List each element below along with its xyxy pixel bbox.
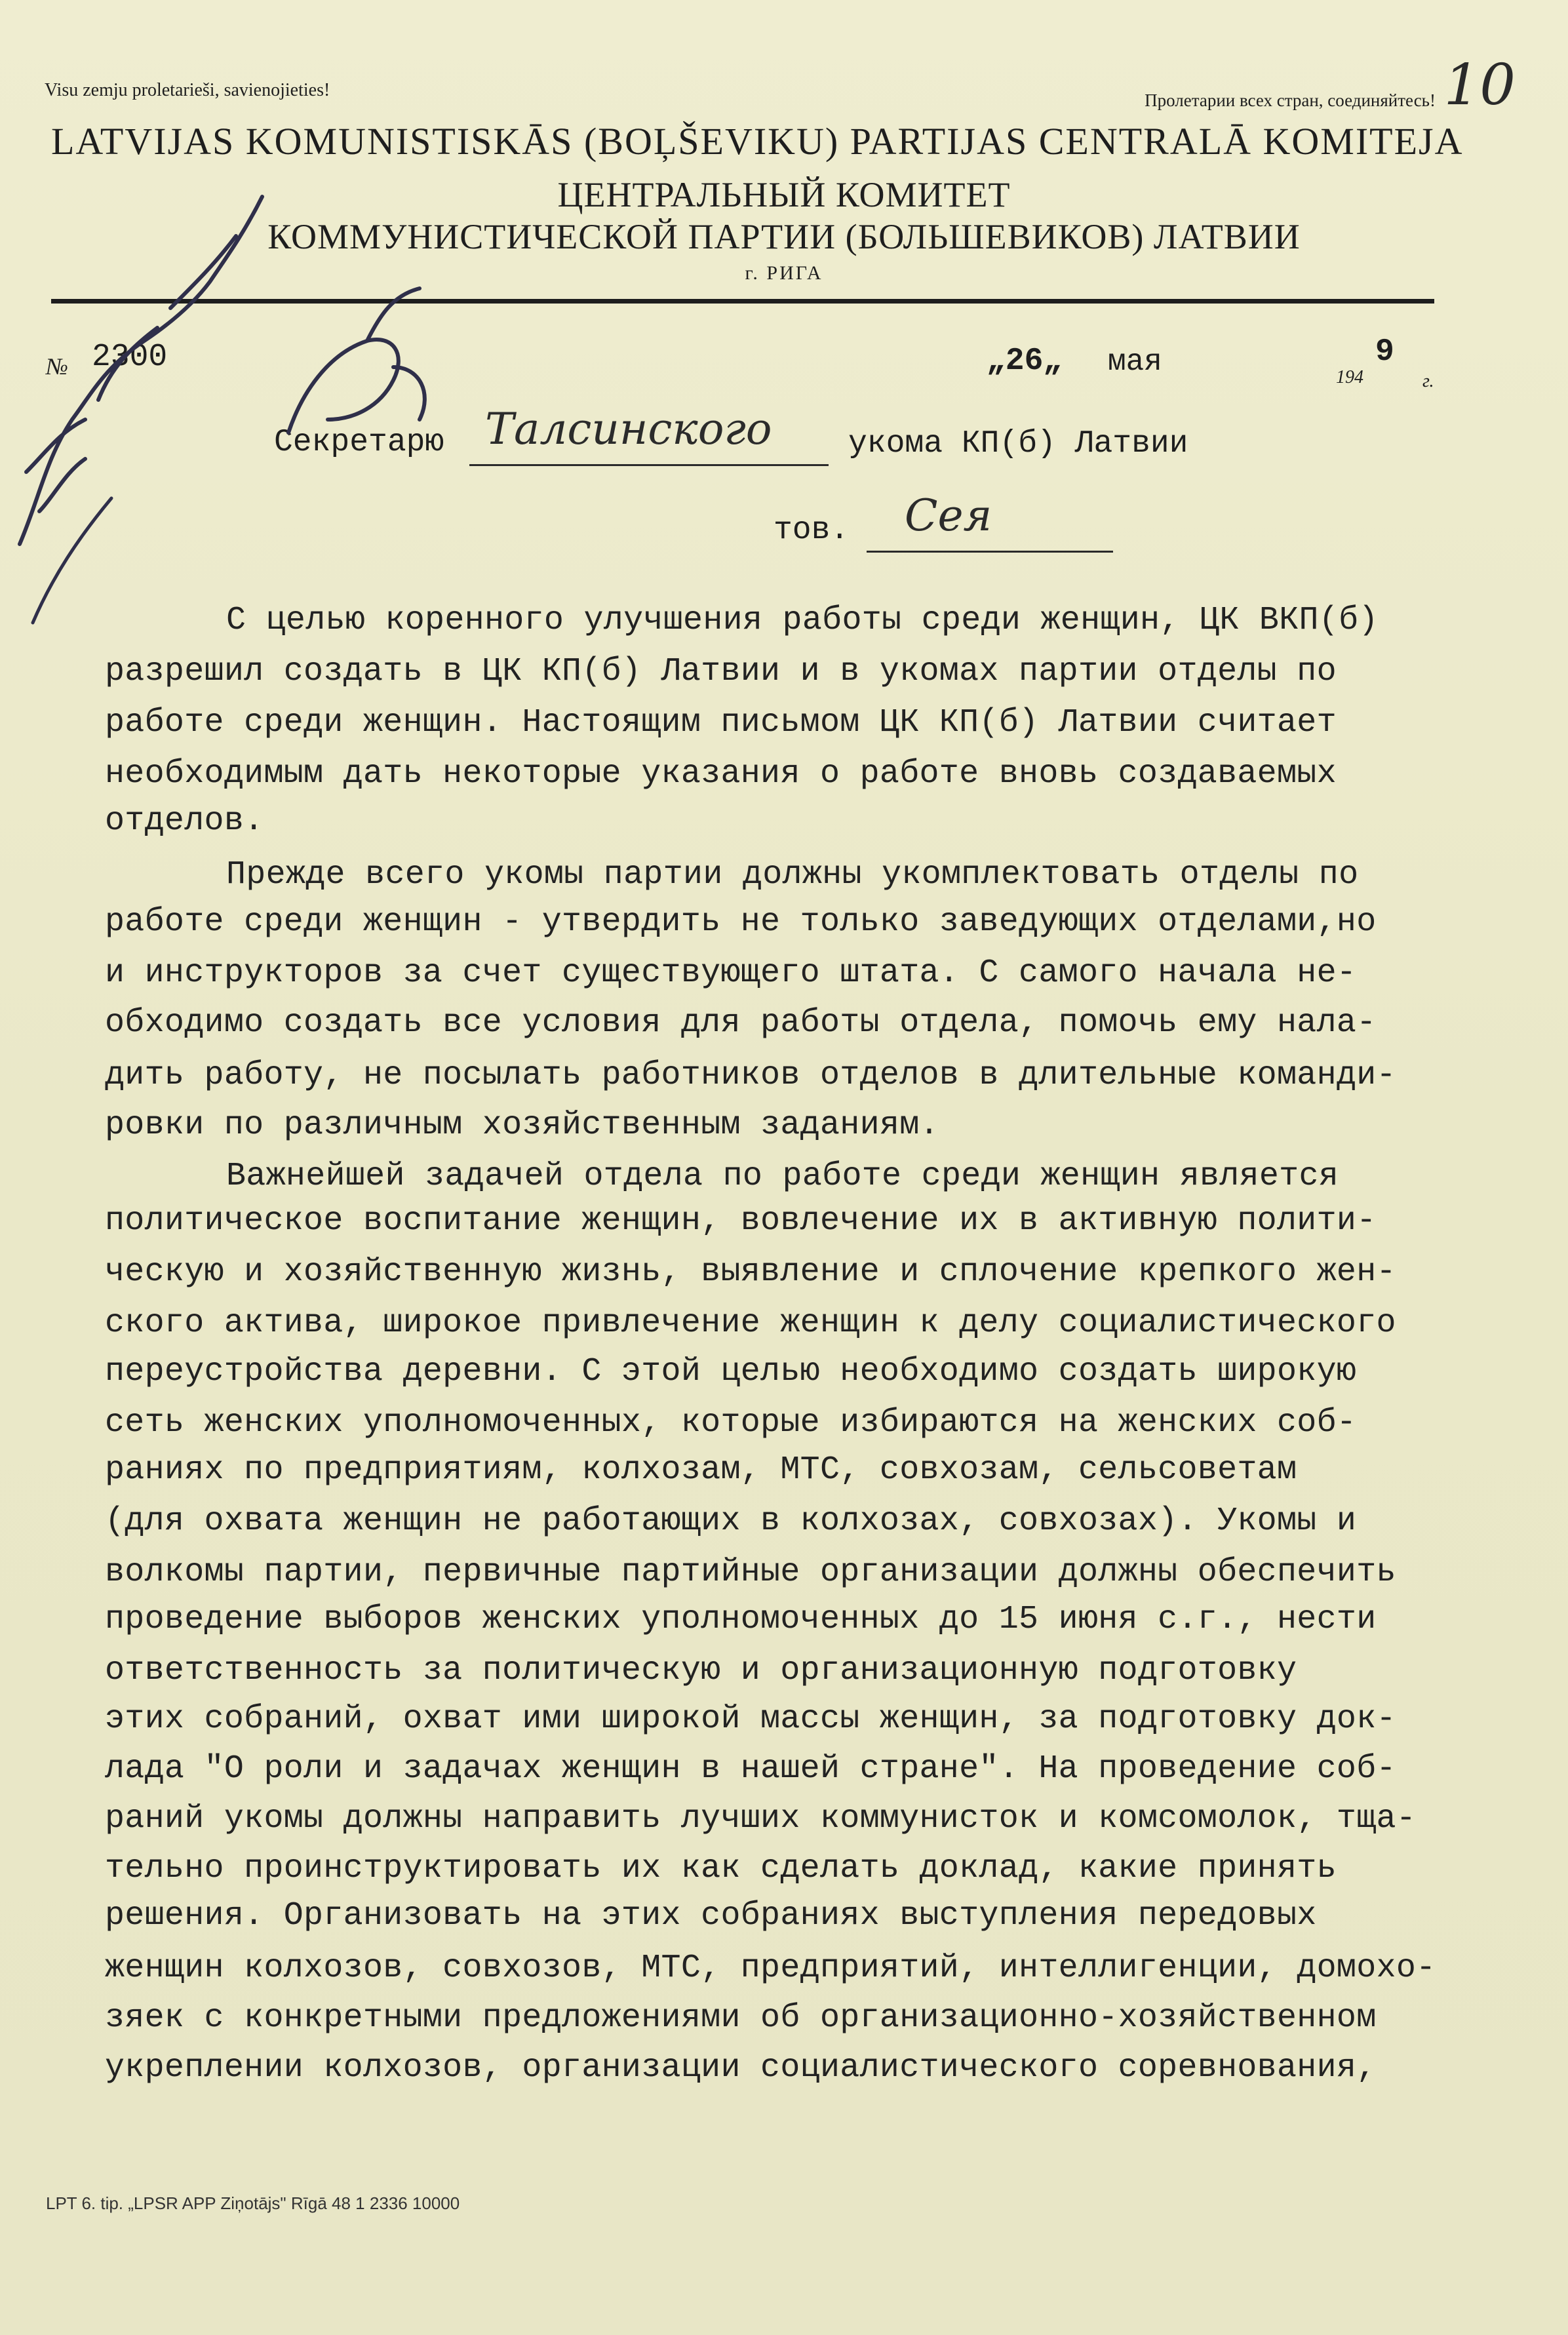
body-line: проведение выборов женских уполномоченных до 15 июня с.г., нести <box>105 1601 1377 1638</box>
body-line: Важнейшей задачей отдела по работе среди женщин является <box>226 1158 1339 1195</box>
letterhead-title-russian-2: КОММУНИСТИЧЕСКОЙ ПАРТИИ (БОЛЬШЕВИКОВ) ЛАТВИИ <box>267 217 1301 256</box>
print-imprint: LPT 6. tip. „LPSR APP Ziņotājs" Rīgā 48 1 2336 10000 <box>46 2193 460 2213</box>
motto-russian: Пролетарии всех стран, соединяйтесь! <box>1145 90 1436 110</box>
body-line: женщин колхозов, совхозов, МТС, предприятий, интеллигенции, домохо- <box>105 1950 1436 1987</box>
motto-latvian: Visu zemju proletarieši, savienojieties! <box>45 80 330 100</box>
body-line: этих собраний, охват ими широкой массы женщин, за подготовку док- <box>105 1700 1396 1738</box>
page-number: 10 <box>1443 52 1516 118</box>
body-line: работе среди женщин - утвердить не только заведующих отделами,но <box>105 903 1377 941</box>
body-line: решения. Организовать на этих собраниях выступления передовых <box>105 1897 1317 1934</box>
year-suffix: г. <box>1422 371 1434 391</box>
margin-stroke <box>33 498 111 623</box>
handwritten-district: Талсинского <box>485 404 772 454</box>
year-prefix: 194 <box>1336 367 1363 387</box>
body-line: необходимым дать некоторые указания о работе вновь создаваемых <box>105 755 1337 793</box>
body-line: раниях по предприятиям, колхозам, МТС, совхозам, сельсоветам <box>105 1451 1297 1489</box>
body-line: работе среди женщин. Настоящим письмом ЦК КП(б) Латвии считает <box>105 704 1337 741</box>
body-line: (для охвата женщин не работающих в колхозах, совхозах). Укомы и <box>105 1502 1357 1540</box>
body-line: лада "О роли и задачах женщин в нашей стране". На проведение соб- <box>105 1750 1396 1788</box>
body-line: отделов. <box>105 802 264 840</box>
body-line: и инструкторов за счет существующего штата. С самого начала не- <box>105 954 1357 992</box>
date-day: „26„ <box>987 343 1063 379</box>
body-line: разрешил создать в ЦК КП(б) Латвии и в укомах партии отделы по <box>105 653 1337 690</box>
date-month: мая <box>1108 345 1162 379</box>
body-line: тельно проинструктировать их как сделать доклад, какие принять <box>105 1850 1337 1887</box>
initial-scribble <box>288 288 425 433</box>
handwritten-name: Сея <box>905 490 992 541</box>
letterhead-title-russian-1: ЦЕНТРАЛЬНЫЙ КОМИТЕТ <box>557 175 1011 214</box>
year-digit: 9 <box>1375 334 1394 370</box>
body-line: волкомы партии, первичные партийные организации должны обеспечить <box>105 1554 1396 1591</box>
addressee-label: Секретарю <box>274 425 444 460</box>
body-line: ровки по различным хозяйственным заданиям. <box>105 1107 939 1144</box>
body-line: зяек с конкретными предложениями об организационно-хозяйственном <box>105 1999 1377 2037</box>
number-mark: № <box>46 353 68 380</box>
letterhead-city: г. РИГА <box>745 262 823 284</box>
body-line: обходимо создать все условия для работы отдела, помочь ему нала- <box>105 1004 1377 1042</box>
body-line: Прежде всего укомы партии должны укомплектовать отделы по <box>226 856 1359 893</box>
letterhead-title-latvian: LATVIJAS KOMUNISTISKĀS (BOĻŠEVIKU) PARTIJAS CENTRALĀ KOMITEJA <box>51 120 1464 163</box>
body-line: ского актива, широкое привлечение женщин к делу социалистического <box>105 1305 1396 1342</box>
body-line: С целью коренного улучшения работы среди женщин, ЦК ВКП(б) <box>226 602 1379 639</box>
addressee-committee: укома КП(б) Латвии <box>848 426 1188 461</box>
body-line: дить работу, не посылать работников отделов в длительные команди- <box>105 1057 1396 1094</box>
comrade-label: тов. <box>774 513 850 548</box>
body-line: укреплении колхозов, организации социалистического соревнования, <box>105 2049 1377 2087</box>
body-line: переустройства деревни. С этой целью необходимо создать широкую <box>105 1353 1357 1390</box>
body-line: ответственность за политическую и организационную подготовку <box>105 1652 1297 1689</box>
body-line: политическое воспитание женщин, вовлечение их в активную полити- <box>105 1202 1377 1240</box>
document-number: 2300 <box>92 340 168 375</box>
margin-scribble <box>20 197 262 544</box>
body-line: сеть женских уполномоченных, которые избираются на женских соб- <box>105 1404 1357 1442</box>
body-line: ческую и хозяйственную жизнь, выявление и сплочение крепкого жен- <box>105 1253 1396 1291</box>
body-line: раний укомы должны направить лучших коммунисток и комсомолок, тща- <box>105 1800 1417 1837</box>
